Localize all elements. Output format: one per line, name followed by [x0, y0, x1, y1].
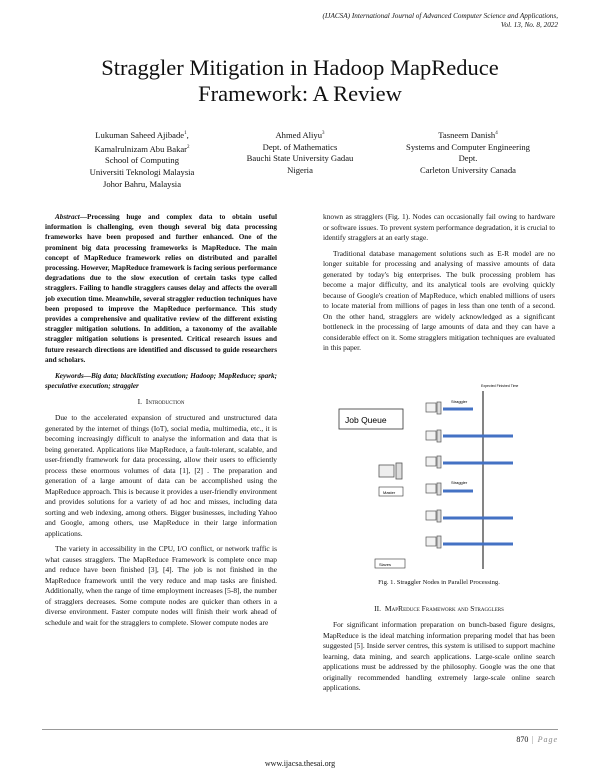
- intro-paragraph-2: The variety in accessibility in the CPU, I/O conflict, or network traffic is what causes stragglers. The MapReduce Framework is complete once map and reduce have been finished [3], [4]. The job is not finished in the MapReduce framework until the very reduce and map tasks are finished. Additionally, when the range of time employment increases [5-8], the number of stragglers decreases. Some compute nodes are quicker than others in a diverse environment. Faster compute nodes will finish their work ahead of schedule and wait for the stragglers to complete. Slower compute nodes are: [45, 544, 277, 627]
- job-queue-label: Job Queue: [345, 415, 387, 425]
- author-block-3: Tasneem Danish$^4$ Systems and Computer Engineering Dept. Carleton University Canada: [406, 129, 530, 176]
- right-paragraph-0: known as stragglers (Fig. 1). Nodes can occasionally fail owing to hardware or software issues. To prevent system performance degradation, it is crucial to identify stragglers at an early stage.: [323, 212, 555, 242]
- section-heading-1: I. Introduction: [137, 397, 185, 407]
- slave-node-1: [426, 399, 473, 414]
- journal-volume: Vol. 13, No. 8, 2022: [500, 21, 558, 30]
- keywords: Keywords—Big data; blacklisting execution; Hadoop; MapReduce; spark; speculative execution; straggler: [45, 372, 277, 391]
- slave-node-3: [426, 456, 513, 468]
- paper-title: [60, 55, 540, 106]
- slave-node-6: [426, 536, 513, 548]
- slave-node-5: [426, 510, 513, 522]
- straggler-label-1: Straggler: [451, 399, 468, 404]
- master-node: [379, 463, 403, 496]
- section-heading-2: II. MapReduce Framework and Stragglers: [374, 604, 504, 613]
- author-block-2: Ahmed Aliyu$^3$ Dept. of Mathematics Bauchi State University Gadau Nigeria: [246, 129, 354, 176]
- abstract: Abstract—Processing huge and complex data to obtain useful information is challenging, even though several big data processing frameworks have been proposed and further enhanced. One of the prominent big data processing frameworks is MapReduce. The main concept of MapReduce framework relies on distributed and parallel processing. However, MapReduce framework is facing serious performance degradations due to the slow execution of certain tasks type called stragglers. Failing to handle stragglers causes delay and affects the overall job execution time. Meanwhile, several straggler reduction techniques have been proposed to improve the MapReduce performance. This study provides a comprehensive and qualitative review of the different existing straggler mitigation solutions. In addition, a taxonomy of the available straggler mitigation solutions is presented. Critical research issues and future research directions are identified and discussed to guide researchers and scholars.: [45, 213, 277, 364]
- straggler-label-2: Straggler: [451, 480, 468, 485]
- right-paragraph-1: Traditional database management solutions such as E-R model are no longer suitable for processing and analysing of massive amounts of data generated by today's big enterprises. The bulk processing problem has become a major difficulty, and its analytical tools are evolving quickly because of Google's creation of MapReduce, which enabled millions of users to locate material from millions of pages in less than one tenth of a second. On the other hand, stragglers are widely acknowledged as a significant bottleneck in the processing of large amounts of data and they can have a considerable effect on it. Some stragglers mitigation techniques are evaluated in this paper.: [323, 248, 555, 352]
- slave-node-4: [426, 480, 473, 495]
- left-column: [45, 212, 277, 633]
- master-label: Master: [383, 490, 396, 495]
- right-column-lower: [323, 598, 555, 699]
- running-header: [218, 12, 558, 31]
- journal-name: (IJACSA) International Journal of Advanced Computer Science and Applications,: [322, 12, 558, 20]
- footer-url[interactable]: www.ijacsa.thesai.org: [264, 759, 336, 768]
- intro-paragraph-1: Due to the accelerated expansion of structured and unstructured data generated by the internet of things (IoT), social media, multimedia, etc., it is becoming increasingly difficult to analyse the information and data that is being generated. Applications like MapReduce, a fault-tolerant, scalable, and user-friendly framework for data processing, allow their users to efficiently process these enormous volumes of data [1], [2] . The preparation and generation of a large amount of data can be accomplished using the MapReduce approach. This is because it provides a user-friendly environment and provides solutions for a variety of ad hoc and misses, including data sorting and web indexing, among others. Bigger businesses, including Yahoo and Google, among others, use MapReduce in their large information applications.: [45, 413, 277, 538]
- section2-paragraph-1: For significant information preparation on bunch-based figure designs, MapReduce is the ideal matching information preparing model that has been suggested [5]. Inside server centres, this system is utilised to support machine learning, data mining, and search applications. Large-scale online search applications must be addressed by the philosophy. Google was the one that originally recommended handling extremely large-scale online search applications.: [323, 620, 555, 692]
- author-block-1: Lukuman Saheed Ajibade$^1$, Kamalrulnizam Abu Bakar$^2$ School of Computing Universiti Teknologi Malaysia Johor Bahru, Malaysia: [89, 129, 195, 189]
- page-number: 870 | Page: [516, 735, 558, 744]
- title-line-1: Straggler Mitigation in Hadoop MapReduce: [101, 55, 499, 80]
- figure-caption: Fig. 1. Straggler Nodes in Parallel Processing.: [378, 579, 500, 586]
- slave-node-2: [426, 430, 513, 442]
- title-line-2: Framework: A Review: [198, 80, 402, 106]
- slaves-label: Slaves: [379, 562, 392, 567]
- footer-divider: [42, 729, 558, 730]
- right-column: [323, 212, 555, 359]
- expected-time-label: Expected Finished Time: [481, 384, 519, 388]
- figure-straggler-nodes: [323, 381, 555, 573]
